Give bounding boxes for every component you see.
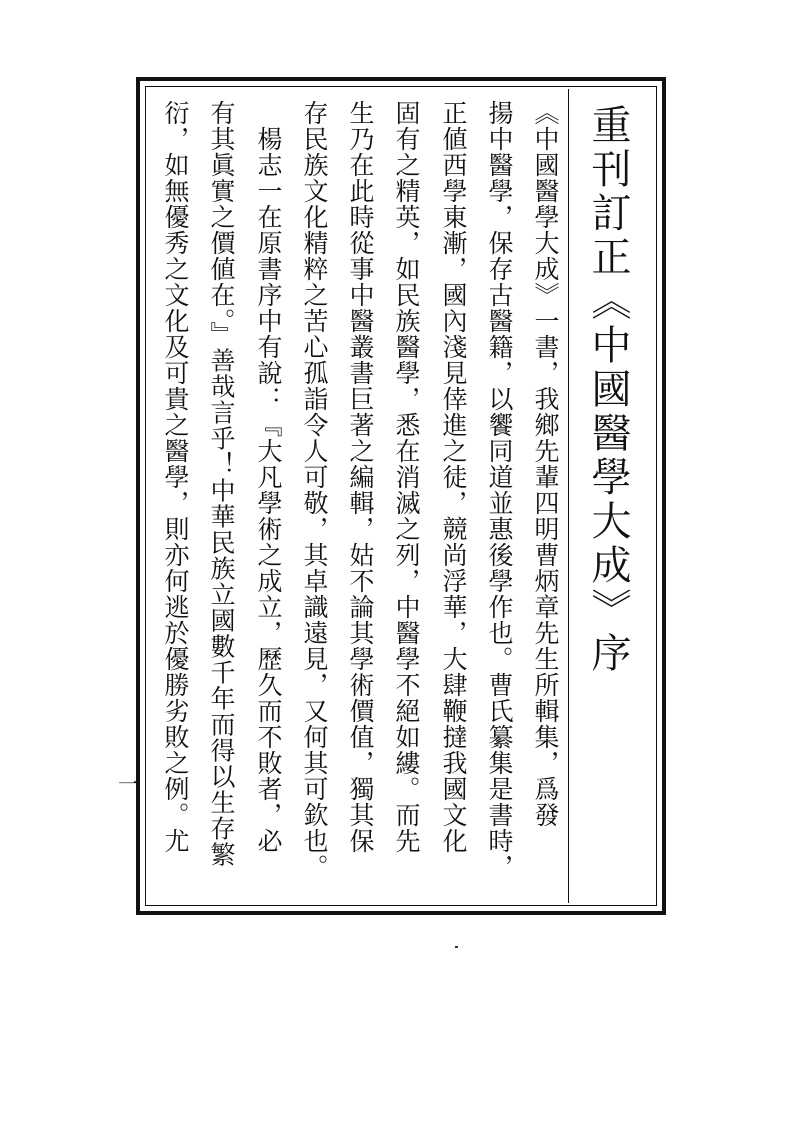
text-column-1: 《中國醫學大成》一書，我鄉先輩四明曹炳章先生所輯集，爲發 — [531, 100, 560, 828]
text-column-9: 衍，如無優秀之文化及可貴之醫學，則亦何逃於優勝劣敗之例。尤 — [161, 100, 190, 854]
text-column-4: 固有之精英，如民族醫學，悉在消滅之列，中醫學不絕如縷。而先 — [392, 100, 421, 854]
text-column-7: 楊志一在原書序中有說：『大凡學術之成立，歷久而不敗者，必 — [254, 100, 283, 854]
scan-speck — [455, 946, 458, 948]
text-column-2: 揚中醫學，保存古醫籍，以饗同道並惠後學作也。曹氏纂集是書時， — [485, 100, 514, 880]
page-title: 重刊訂正《中國醫學大成》序 — [585, 104, 631, 676]
text-column-8: 有其眞實之價値在。』善哉言乎！中華民族立國數千年而得以生存繁 — [207, 100, 236, 868]
text-column-3: 正値西學東漸，國內淺見倖進之徒，競尚浮華，大肆鞭撻我國文化 — [439, 100, 468, 854]
text-column-5: 生乃在此時從事中醫叢書巨著之編輯，姑不論其學術價值，獨其保 — [346, 100, 375, 854]
text-column-6: 存民族文化精粹之苦心孤詣令人可敬，其卓識遠見，又何其可欽也。 — [300, 100, 329, 880]
margin-mark: 一 — [118, 772, 138, 796]
title-divider — [568, 89, 569, 903]
